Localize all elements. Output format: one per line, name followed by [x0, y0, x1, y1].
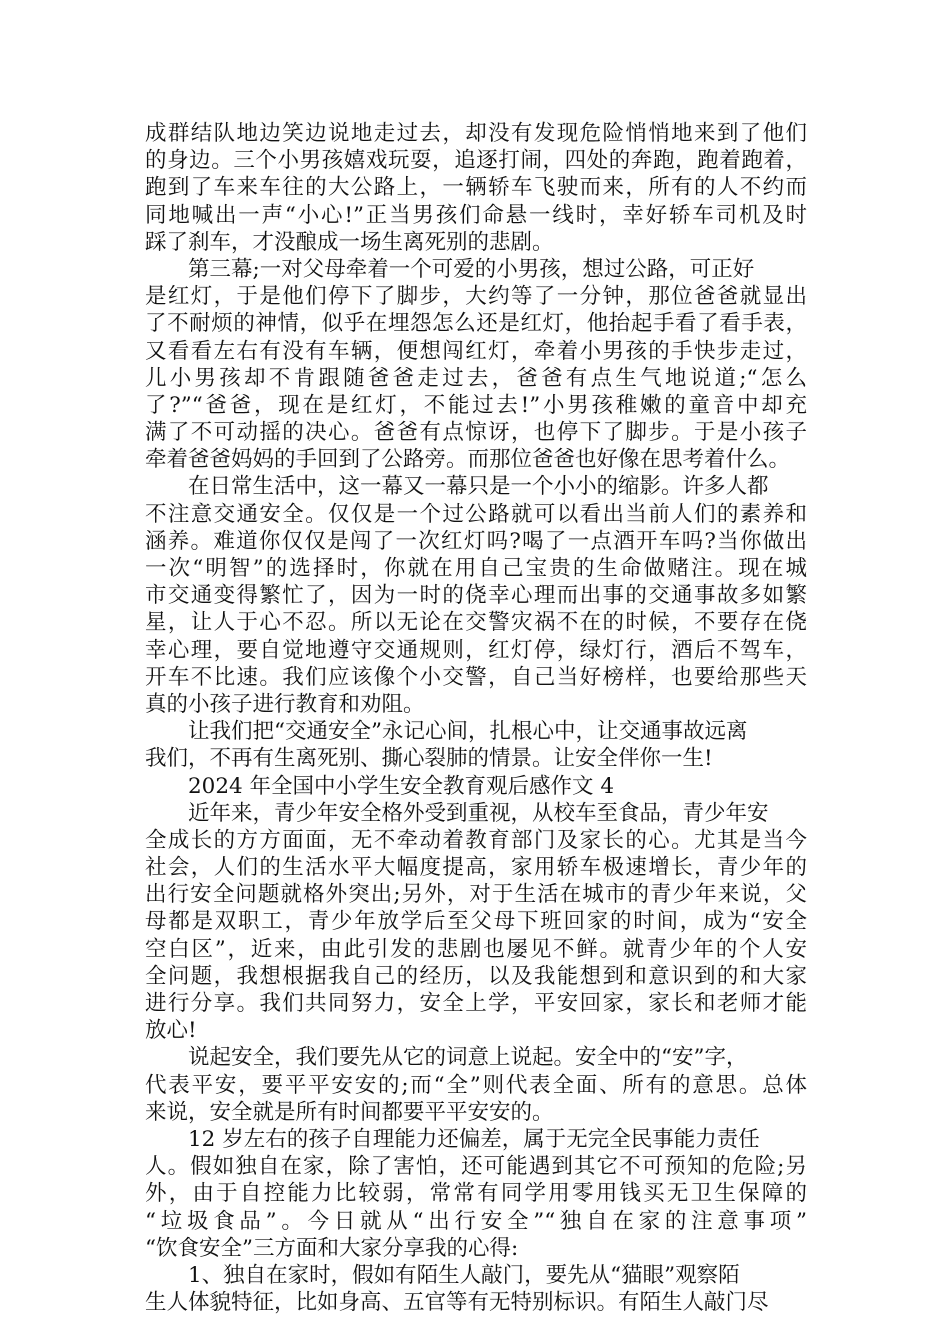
section-heading: 2024 年全国中小学生安全教育观后感作文 4: [145, 773, 615, 799]
text-line: 的身边。三个小男孩嬉戏玩耍，追逐打闹，四处的奔跑，跑着跑着，: [145, 148, 807, 174]
text-line: 又看看左右有没有车辆，便想闯红灯，牵着小男孩的手快步走过，: [145, 338, 807, 364]
document-page: [145, 120, 807, 1316]
text-line: 涵养。难道你仅仅是闯了一次红灯吗?喝了一点酒开车吗?当你做出: [145, 528, 807, 554]
text-line: 了?”“爸爸，现在是红灯，不能过去!”小男孩稚嫩的童音中却充: [145, 392, 807, 418]
text-line: 跑到了车来车往的大公路上，一辆轿车飞驶而来，所有的人不约而: [145, 175, 807, 201]
text-line: 生人体貌特征，比如身高、五官等有无特别标识。有陌生人敲门尽: [145, 1290, 769, 1316]
text-line: 1、独自在家时，假如有陌生人敲门，要先从“猫眼”观察陌: [145, 1262, 740, 1288]
text-line: 我们，不再有生离死别、撕心裂肺的情景。让安全伴你一生!: [145, 746, 713, 772]
text-line: 出行安全问题就格外突出;另外，对于生活在城市的青少年来说，父: [145, 882, 807, 908]
text-line: 牵着爸爸妈妈的手回到了公路旁。而那位爸爸也好像在思考着什么。: [145, 447, 791, 473]
text-line: “饮食安全”三方面和大家分享我的心得:: [145, 1235, 519, 1261]
text-line: 市交通变得繁忙了，因为一时的侥幸心理而出事的交通事故多如繁: [145, 583, 807, 609]
text-line: 进行分享。我们共同努力，安全上学，平安回家，家长和老师才能: [145, 991, 807, 1016]
text-line: 开车不比速。我们应该像个小交警，自己当好榜样，也要给那些天: [145, 664, 807, 690]
text-line: 幸心理，要自觉地遵守交通规则，红灯停，绿灯行，酒后不驾车，: [145, 637, 807, 663]
text-line: 儿小男孩却不肯跟随爸爸走过去，爸爸有点生气地说道;“怎么: [145, 365, 807, 391]
text-line: 外，由于自控能力比较弱，常常有同学用零用钱买无卫生保障的: [145, 1181, 807, 1207]
text-line: 不注意交通安全。仅仅是一个过公路就可以看出当前人们的素养和: [145, 501, 807, 527]
text-line: 在日常生活中，这一幕又一幕只是一个小小的缩影。许多人都: [145, 474, 769, 500]
text-line: 近年来，青少年安全格外受到重视，从校车至食品，青少年安: [145, 800, 769, 826]
text-line: 星，让人于心不忍。所以无论在交警灾祸不在的时候，不要存在侥: [145, 610, 807, 636]
text-line: 来说，安全就是所有时间都要平平安安的。: [145, 1099, 554, 1125]
text-line: 让我们把“交通安全”永记心间，扎根心中，让交通事故远离: [145, 719, 748, 745]
text-line: 了不耐烦的神情，似乎在埋怨怎么还是红灯，他抬起手看了看手表，: [145, 311, 807, 337]
text-line: 人。假如独自在家，除了害怕，还可能遇到其它不可预知的危险;另: [145, 1154, 807, 1180]
text-line: 说起安全，我们要先从它的词意上说起。安全中的“安”字，: [145, 1045, 748, 1071]
text-line: 真的小孩子进行教育和劝阻。: [145, 691, 425, 717]
text-line: 第三幕;一对父母牵着一个可爱的小男孩，想过公路，可正好: [145, 256, 755, 282]
text-line: 满了不可动摇的决心。爸爸有点惊讶，也停下了脚步。于是小孩子: [145, 420, 807, 446]
text-line: 社会，人们的生活水平大幅度提高，家用轿车极速增长，青少年的: [145, 855, 807, 881]
text-line: 全问题，我想根据我自己的经历，以及我能想到和意识到的和大家: [145, 963, 807, 989]
text-line: 成群结队地边笑边说地走过去，却没有发现危险悄悄地来到了他们: [145, 121, 807, 146]
text-line: 是红灯，于是他们停下了脚步，大约等了一分钟，那位爸爸就显出: [145, 284, 807, 310]
text-line: 全成长的方方面面，无不牵动着教育部门及家长的心。尤其是当今: [145, 827, 807, 853]
text-line: 同地喊出一声“小心!”正当男孩们命悬一线时，幸好轿车司机及时: [145, 202, 807, 228]
text-line: “垃圾食品”。今日就从“出行安全”“独自在家的注意事项”: [145, 1208, 807, 1234]
text-line: 空白区”，近来，由此引发的悲剧也屡见不鲜。就青少年的个人安: [145, 936, 807, 962]
text-line: 代表平安，要平平安安的;而“全”则代表全面、所有的意思。总体: [145, 1072, 807, 1098]
text-line: 12 岁左右的孩子自理能力还偏差，属于无完全民事能力责任: [145, 1126, 760, 1152]
text-line: 踩了刹车，才没酿成一场生离死别的悲剧。: [145, 229, 554, 255]
text-line: 放心!: [145, 1018, 197, 1044]
text-line: 母都是双职工，青少年放学后至父母下班回家的时间，成为“安全: [145, 909, 807, 935]
text-line: 一次“明智”的选择时，你就在用自己宝贵的生命做赌注。现在城: [145, 556, 807, 581]
